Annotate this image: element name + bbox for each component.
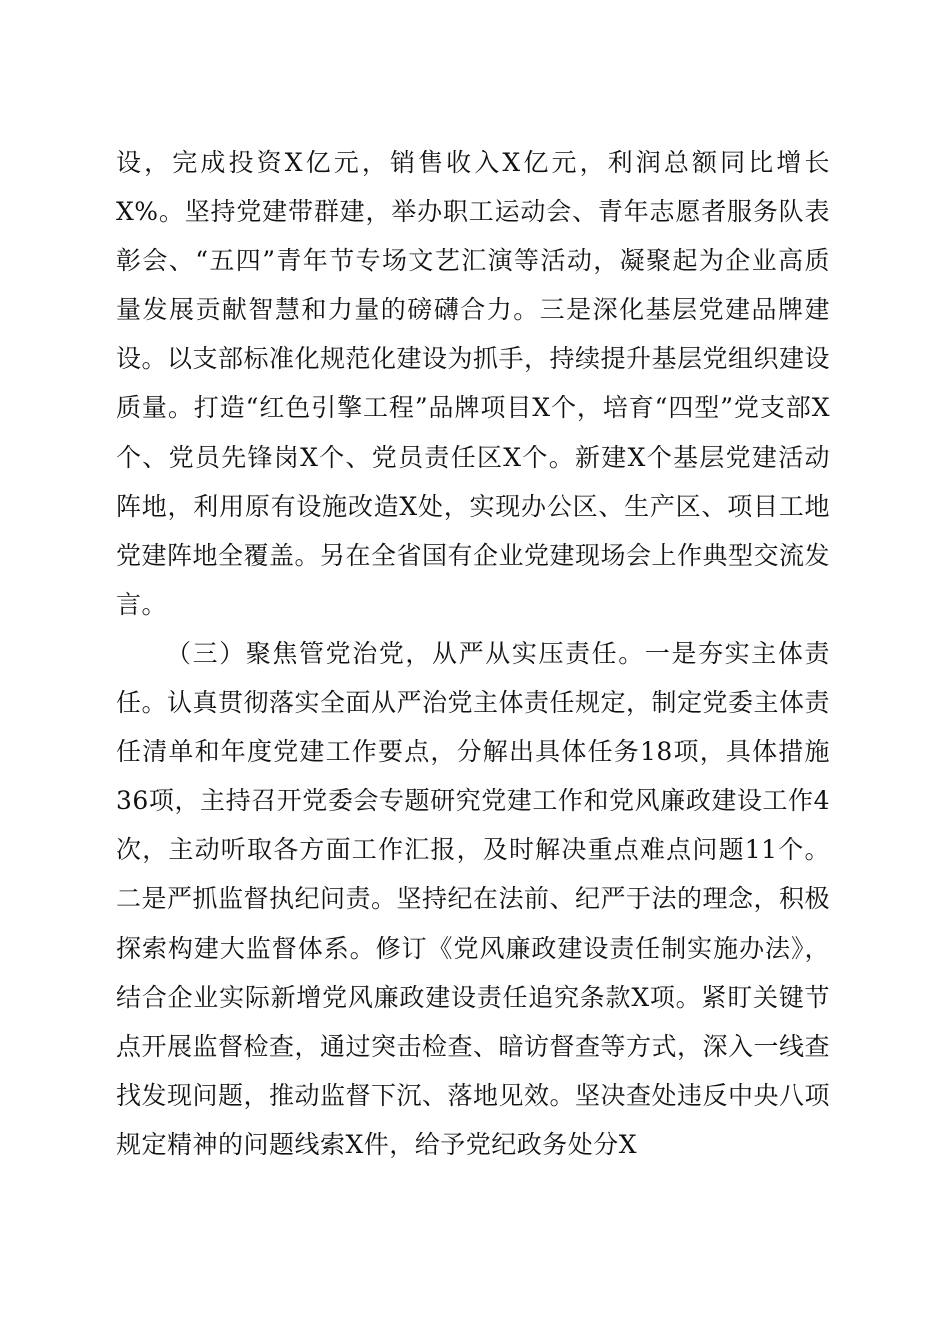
paragraph-continuation: 设，完成投资X亿元，销售收入X亿元，利润总额同比增长X%。坚持党建带群建，举办职工运动会、青年志愿者服务队表彰会、“五四”青年节专场文艺汇演等活动，凝聚起为企业高质量发展贡献智慧和力量的磅礴合力。三是深化基层党建品牌建设。以支部标准化规范化建设为抓手，持续提升基层党组织建设质量。打造“红色引擎工程”品牌项目X个，培育“四型”党支部X个、党员先锋岗X个、党员责任区X个。新建X个基层党建活动阵地，利用原有设施改造X处，实现办公区、生产区、项目工地党建阵地全覆盖。另在全省国有企业党建现场会上作典型交流发言。 (116, 148, 831, 619)
document-body (116, 138, 830, 1169)
paragraph-section-3: （三）聚焦管党治党，从严从实压责任。一是夯实主体责任。认真贯彻落实全面从严治党主体责任规定，制定党委主体责任清单和年度党建工作要点，分解出具体任务18项，具体措施36项，主持召开党委会专题研究党建工作和党风廉政建设工作4次，主动听取各方面工作汇报，及时解决重点难点问题11个。二是严抓监督执纪问责。坚持纪在法前、纪严于法的理念，积极探索构建大监督体系。修订《党风廉政建设责任制实施办法》，结合企业实际新增党风廉政建设责任追究条款X项。紧盯关键节点开展监督检查，通过突击检查、暗访督查等方式，深入一线查找发现问题，推动监督下沉、落地见效。坚决查处违反中央八项规定精神的问题线索X件，给予党纪政务处分X (116, 638, 831, 1159)
